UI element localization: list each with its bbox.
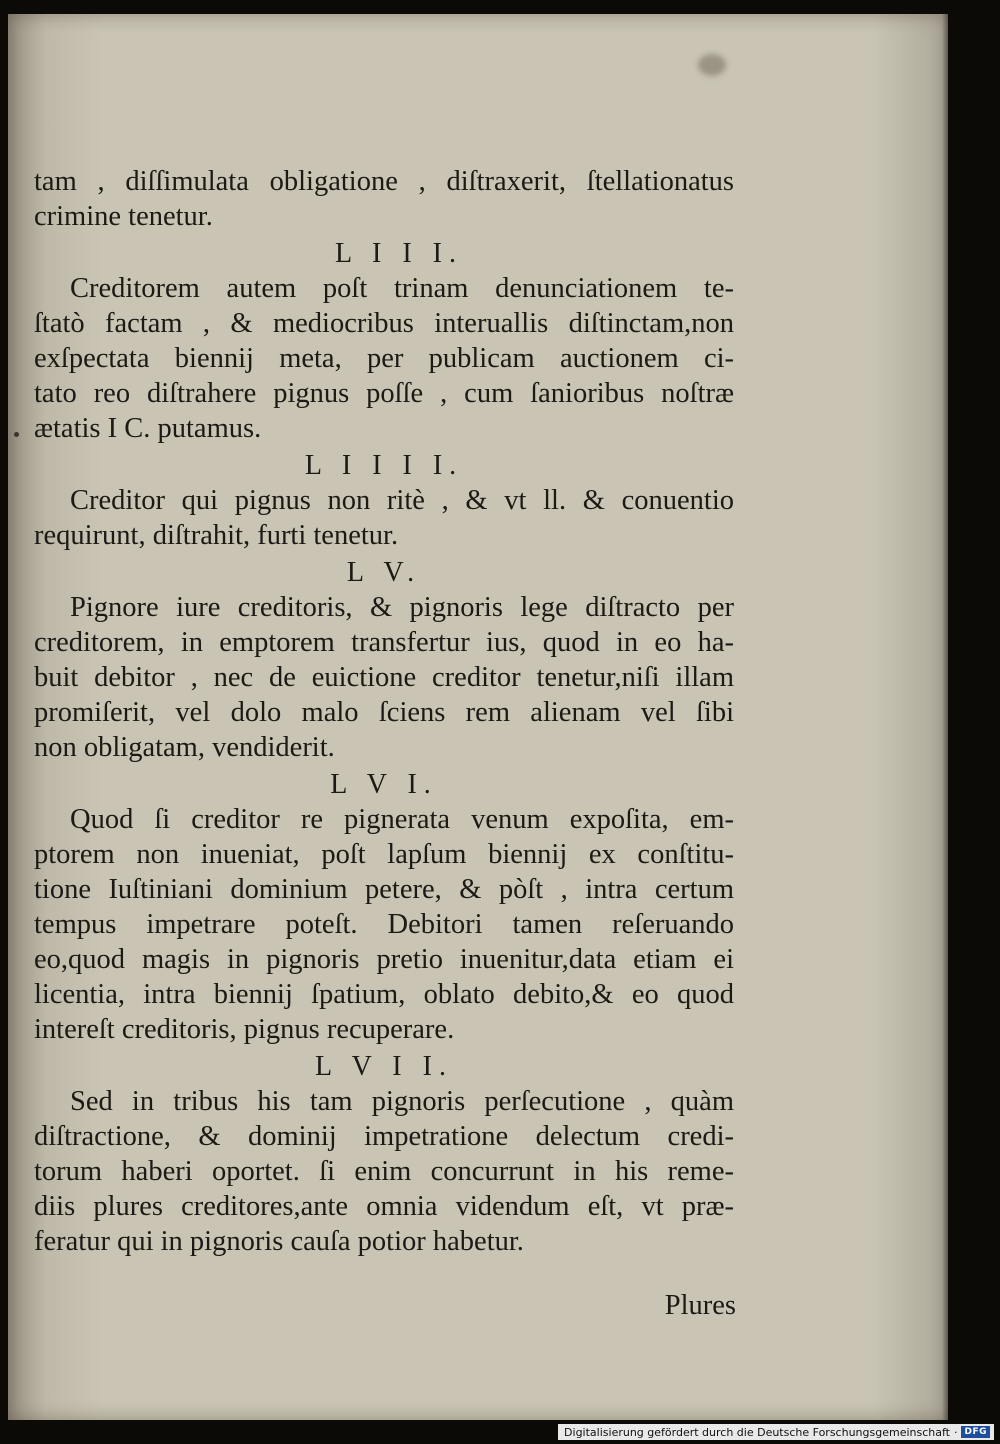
section-heading: L I I I I. (304, 450, 464, 481)
ink-stain (698, 54, 726, 76)
margin-mark (14, 432, 19, 437)
text-line: crimine tenetur. (34, 201, 213, 232)
text-line: feratur qui in pignoris cauſa potior habetur. (34, 1226, 524, 1257)
text-line: tempus impetrare poteſt. Debitori tamen reſeruando (34, 909, 734, 940)
text-line: licentia, intra biennij ſpatium, oblato debito,& eo quod (34, 979, 734, 1010)
text-line: non obligatam, vendiderit. (34, 732, 335, 763)
text-line: Sed in tribus his tam pignoris perſecutione , quàm (70, 1086, 734, 1117)
funding-text: Digitalisierung gefördert durch die Deutsche Forschungsgemeinschaft (564, 1425, 950, 1439)
text-line: requirunt, diſtrahit, furti tenetur. (34, 520, 399, 551)
dfg-logo-icon: DFG (961, 1426, 990, 1438)
text-line: creditorem, in emptorem transfertur ius, quod in eo ha- (34, 627, 734, 658)
text-line: intereſt creditoris, pignus recuperare. (34, 1014, 455, 1045)
catchword: Plures (664, 1290, 736, 1321)
text-line: ptorem non inueniat, poſt lapſum biennij ex conſtitu- (34, 839, 734, 870)
text-line: diis plures creditores,ante omnia videndum eſt, vt præ- (34, 1191, 734, 1222)
text-line: torum haberi oportet. ſi enim concurrunt in his reme- (34, 1156, 734, 1187)
text-line: tione Iuſtiniani dominium petere, & pòſt , intra certum (34, 874, 734, 905)
text-line: buit debitor , nec de euictione creditor tenetur,niſi illam (34, 662, 734, 693)
text-line: promiſerit, vel dolo malo ſciens rem alienam vel ſibi (34, 697, 734, 728)
body-text (34, 164, 734, 1259)
text-line: ſtatò factam , & mediocribus interuallis diſtinctam,non (34, 308, 734, 339)
text-line: diſtractione, & dominij impetratione delectum credi- (34, 1121, 734, 1152)
funding-notice[interactable] (558, 1424, 994, 1440)
text-line: tam , diſſimulata obligatione , diſtraxerit, ſtellationatus (34, 166, 734, 197)
section-heading: L V I. (330, 769, 438, 800)
text-line: Quod ſi creditor re pignerata venum expoſita, em- (70, 804, 734, 835)
section-heading: L V. (346, 557, 422, 588)
section-heading: L V I I. (315, 1051, 453, 1082)
footer (0, 1420, 1000, 1444)
text-line: Creditor qui pignus non ritè , & vt ll. & conuentio (70, 485, 734, 516)
scanned-page (8, 14, 948, 1420)
page-edge-shadow (942, 14, 948, 1420)
text-line: ætatis I C. putamus. (34, 413, 262, 444)
text-line: exſpectata biennij meta, per publicam auctionem ci- (34, 343, 734, 374)
text-line: Creditorem autem poſt trinam denunciationem te- (70, 273, 734, 304)
text-line: eo,quod magis in pignoris pretio inuenitur,data etiam ei (34, 944, 734, 975)
footer-separator: · (953, 1425, 958, 1439)
text-line: tato reo diſtrahere pignus poſſe , cum ſanioribus noſtræ (34, 378, 734, 409)
text-line: Pignore iure creditoris, & pignoris lege diſtracto per (70, 592, 734, 623)
section-heading: L I I I. (334, 238, 464, 269)
